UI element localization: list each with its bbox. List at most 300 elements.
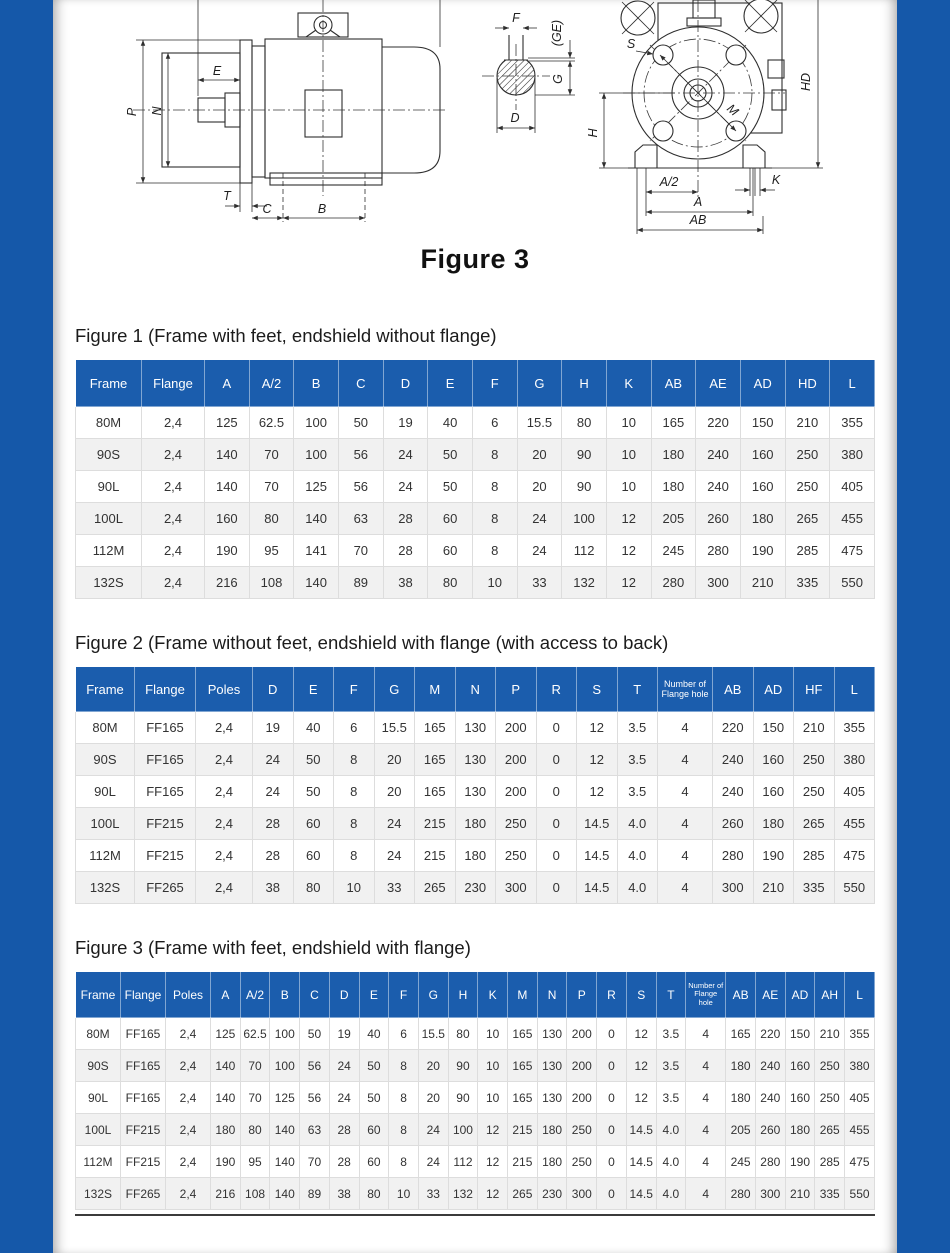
table-cell: 355 [830, 407, 875, 439]
column-header: AD [753, 667, 794, 712]
column-header: A [211, 972, 241, 1018]
table-cell: 4 [686, 1018, 726, 1050]
table-cell: 70 [338, 535, 383, 567]
table-cell: 50 [359, 1050, 389, 1082]
table-cell: 455 [845, 1114, 875, 1146]
table-cell: 10 [606, 439, 651, 471]
table-cell: 10 [478, 1082, 508, 1114]
table-cell: 24 [253, 776, 294, 808]
table-cell: FF165 [135, 712, 196, 744]
table-cell: 2,4 [196, 808, 253, 840]
table-cell: 38 [253, 872, 294, 904]
table-cell: 70 [240, 1082, 270, 1114]
table-cell: 200 [567, 1018, 597, 1050]
table-cell: 2,4 [142, 407, 205, 439]
table-cell: 20 [517, 471, 562, 503]
column-header: B [294, 360, 339, 407]
table-cell: 141 [294, 535, 339, 567]
table-cell: 2,4 [196, 712, 253, 744]
table-cell: 10 [606, 407, 651, 439]
table-row [76, 1178, 875, 1210]
table-cell: 89 [300, 1178, 330, 1210]
table-cell: 2,4 [196, 776, 253, 808]
table-cell: 405 [845, 1082, 875, 1114]
table-cell: 130 [455, 712, 496, 744]
table-cell: 140 [205, 439, 250, 471]
table-cell: 130 [455, 744, 496, 776]
dim-label-hd: HD [799, 72, 813, 92]
table-cell: 2,4 [166, 1178, 211, 1210]
column-header: Poles [166, 972, 211, 1018]
table-cell: 33 [374, 872, 415, 904]
column-header: AD [740, 360, 785, 407]
table-cell: 140 [270, 1114, 300, 1146]
table-cell: 250 [794, 776, 835, 808]
table-cell: 10 [389, 1178, 419, 1210]
table-cell: 28 [253, 808, 294, 840]
table-cell: 140 [270, 1146, 300, 1178]
column-header: AE [696, 360, 741, 407]
table-cell: 38 [329, 1178, 359, 1210]
dim-label-b: B [317, 202, 327, 216]
table-cell: 4.0 [617, 872, 658, 904]
column-header: N [537, 972, 567, 1018]
table-cell: 56 [300, 1050, 330, 1082]
table-cell: 90 [448, 1050, 478, 1082]
table-cell: 100L [76, 808, 135, 840]
table-cell: 4 [686, 1146, 726, 1178]
table-cell: 130 [537, 1050, 567, 1082]
table-cell: 112 [562, 535, 607, 567]
table-cell: 3.5 [656, 1082, 686, 1114]
table-cell: 220 [713, 712, 754, 744]
table-cell: 10 [472, 567, 517, 599]
table-cell: 24 [374, 840, 415, 872]
table-cell: 8 [334, 840, 375, 872]
column-header: P [496, 667, 537, 712]
table-cell: 180 [785, 1114, 815, 1146]
table-cell: 180 [455, 808, 496, 840]
table-cell: 250 [496, 840, 537, 872]
table-cell: 4 [658, 776, 713, 808]
column-header: G [374, 667, 415, 712]
table-cell: FF165 [121, 1050, 166, 1082]
table-cell: 2,4 [196, 872, 253, 904]
table-cell: 112 [448, 1146, 478, 1178]
column-header: L [845, 972, 875, 1018]
table-cell: 4.0 [617, 808, 658, 840]
table-cell: 90 [562, 439, 607, 471]
table-header-row [76, 667, 875, 712]
table-cell: 40 [293, 712, 334, 744]
table-cell: 28 [383, 535, 428, 567]
table-cell: 28 [329, 1146, 359, 1178]
table-cell: 24 [517, 535, 562, 567]
table-cell: 14.5 [577, 808, 618, 840]
table-cell: 265 [508, 1178, 538, 1210]
table-cell: 455 [834, 808, 875, 840]
table-cell: 50 [428, 471, 473, 503]
table-cell: 60 [359, 1146, 389, 1178]
table-cell: 63 [338, 503, 383, 535]
column-header: T [617, 667, 658, 712]
table-row [76, 808, 875, 840]
column-header: AB [651, 360, 696, 407]
table-cell: 10 [606, 471, 651, 503]
table-cell: 108 [249, 567, 294, 599]
table-cell: 14.5 [577, 872, 618, 904]
table-cell: 19 [253, 712, 294, 744]
dim-label-p: P [125, 107, 139, 117]
table-cell: 240 [696, 439, 741, 471]
table-cell: 220 [755, 1018, 785, 1050]
table-cell: 90 [448, 1082, 478, 1114]
table-cell: 240 [713, 744, 754, 776]
table-cell: 2,4 [142, 439, 205, 471]
table-cell: FF215 [135, 840, 196, 872]
table-cell: 62.5 [249, 407, 294, 439]
dim-label-e: E [212, 64, 222, 78]
side-view-drawing [125, 0, 447, 222]
table-cell: 200 [496, 712, 537, 744]
table-cell: 210 [785, 1178, 815, 1210]
table-cell: 80 [240, 1114, 270, 1146]
column-header: Frame [76, 667, 135, 712]
column-header: C [338, 360, 383, 407]
table-cell: 100 [270, 1018, 300, 1050]
dim-label-ab: AB [689, 213, 707, 227]
table-cell: 2,4 [142, 471, 205, 503]
table-cell: 90S [76, 1050, 121, 1082]
table-cell: 80 [448, 1018, 478, 1050]
table-cell: FF165 [135, 744, 196, 776]
table-cell: 12 [577, 712, 618, 744]
column-header: AH [815, 972, 845, 1018]
table-cell: 112M [76, 535, 142, 567]
table-cell: 8 [472, 471, 517, 503]
table-cell: 4 [658, 872, 713, 904]
table-cell: 265 [794, 808, 835, 840]
table-cell: 28 [383, 503, 428, 535]
table-cell: 90L [76, 1082, 121, 1114]
table-cell: FF265 [121, 1178, 166, 1210]
table-cell: 125 [270, 1082, 300, 1114]
table-row [76, 1018, 875, 1050]
table-cell: 14.5 [626, 1178, 656, 1210]
table-cell: 100 [294, 439, 339, 471]
table-cell: 190 [785, 1146, 815, 1178]
table-cell: 70 [249, 471, 294, 503]
table-cell: 132S [76, 872, 135, 904]
table-cell: 180 [740, 503, 785, 535]
column-header: Number of Flange hole [686, 972, 726, 1018]
table-cell: 3.5 [656, 1018, 686, 1050]
table-cell: 4.0 [617, 840, 658, 872]
dim-label-d: D [510, 111, 520, 125]
table-cell: 200 [496, 744, 537, 776]
table-cell: 380 [845, 1050, 875, 1082]
table-cell: 15.5 [418, 1018, 448, 1050]
table-row [76, 407, 875, 439]
table-cell: 4 [686, 1050, 726, 1082]
table-header-row [76, 972, 875, 1018]
table-cell: 4 [658, 840, 713, 872]
table-cell: 4 [658, 712, 713, 744]
table-cell: 140 [211, 1050, 241, 1082]
table-cell: 240 [696, 471, 741, 503]
table-cell: FF265 [135, 872, 196, 904]
table-cell: 100 [562, 503, 607, 535]
dim-label-k: K [771, 173, 781, 187]
table-cell: 230 [537, 1178, 567, 1210]
table-cell: 300 [755, 1178, 785, 1210]
column-header: E [359, 972, 389, 1018]
table-cell: 100 [448, 1114, 478, 1146]
table-cell: 12 [626, 1018, 656, 1050]
column-header: D [383, 360, 428, 407]
dim-label-h: H [586, 128, 600, 138]
table-cell: 280 [726, 1178, 756, 1210]
table-cell: 250 [567, 1114, 597, 1146]
table-cell: FF215 [121, 1146, 166, 1178]
table-cell: 455 [830, 503, 875, 535]
table-cell: 215 [508, 1114, 538, 1146]
table-cell: 3.5 [656, 1050, 686, 1082]
table-cell: 335 [794, 872, 835, 904]
column-header: Flange [135, 667, 196, 712]
table-cell: 90L [76, 471, 142, 503]
table-cell: 50 [293, 776, 334, 808]
table-cell: 140 [294, 503, 339, 535]
column-header: M [415, 667, 456, 712]
table-cell: 132S [76, 567, 142, 599]
table-cell: 0 [536, 776, 577, 808]
column-header: H [448, 972, 478, 1018]
column-header: M [508, 972, 538, 1018]
table-cell: 12 [478, 1146, 508, 1178]
table-row [76, 744, 875, 776]
table-cell: 4 [658, 808, 713, 840]
column-header: AD [785, 972, 815, 1018]
table-cell: 475 [845, 1146, 875, 1178]
table-cell: 160 [740, 439, 785, 471]
table-cell: 89 [338, 567, 383, 599]
table-cell: 205 [726, 1114, 756, 1146]
table-cell: 10 [478, 1050, 508, 1082]
column-header: P [567, 972, 597, 1018]
dim-label-a: A [693, 195, 703, 209]
table-cell: 200 [567, 1050, 597, 1082]
table-cell: 12 [606, 535, 651, 567]
table-cell: 2,4 [166, 1114, 211, 1146]
column-header: Flange [121, 972, 166, 1018]
table-cell: 108 [240, 1178, 270, 1210]
table-cell: 285 [785, 535, 830, 567]
table-cell: 2,4 [166, 1146, 211, 1178]
table-cell: 140 [205, 471, 250, 503]
table-cell: 300 [696, 567, 741, 599]
column-header: AE [755, 972, 785, 1018]
table-cell: 12 [626, 1082, 656, 1114]
table-cell: 70 [300, 1146, 330, 1178]
table-cell: 140 [211, 1082, 241, 1114]
table-cell: 6 [389, 1018, 419, 1050]
table-cell: 300 [496, 872, 537, 904]
table-cell: 0 [536, 712, 577, 744]
table-cell: 2,4 [142, 535, 205, 567]
table-cell: 250 [815, 1082, 845, 1114]
table-cell: 24 [418, 1146, 448, 1178]
table-cell: 300 [713, 872, 754, 904]
table-cell: 100L [76, 503, 142, 535]
table-cell: 12 [577, 776, 618, 808]
table-cell: 240 [713, 776, 754, 808]
table-cell: 6 [472, 407, 517, 439]
column-header: D [253, 667, 294, 712]
table-cell: 8 [334, 776, 375, 808]
table-cell: 125 [211, 1018, 241, 1050]
table-cell: 260 [755, 1114, 785, 1146]
table-cell: 15.5 [374, 712, 415, 744]
table-cell: 0 [597, 1018, 627, 1050]
figure1-dimensions-table [75, 359, 875, 599]
table-cell: 240 [755, 1082, 785, 1114]
table-cell: 8 [472, 535, 517, 567]
table-cell: 160 [785, 1050, 815, 1082]
table-cell: 28 [329, 1114, 359, 1146]
table-cell: 190 [205, 535, 250, 567]
table-row [76, 1146, 875, 1178]
table-cell: 180 [651, 439, 696, 471]
table-cell: 90L [76, 776, 135, 808]
table-cell: 3.5 [617, 712, 658, 744]
column-header: Poles [196, 667, 253, 712]
table-cell: 60 [428, 535, 473, 567]
table-cell: 215 [508, 1146, 538, 1178]
table-cell: 132S [76, 1178, 121, 1210]
table-cell: 62.5 [240, 1018, 270, 1050]
table-cell: 215 [415, 808, 456, 840]
page-side-border-left [0, 0, 53, 1253]
table-cell: 8 [389, 1082, 419, 1114]
table-cell: 165 [415, 744, 456, 776]
section-divider [75, 1214, 875, 1216]
page-content [53, 0, 897, 1253]
column-header: C [300, 972, 330, 1018]
table-cell: 125 [294, 471, 339, 503]
table-cell: 285 [815, 1146, 845, 1178]
table-cell: 160 [740, 471, 785, 503]
table2-title: Figure 2 (Frame without feet, endshield with flange (with access to back) [75, 632, 669, 653]
table-cell: 2,4 [142, 567, 205, 599]
table-cell: 250 [794, 744, 835, 776]
table-cell: 38 [383, 567, 428, 599]
table-cell: 160 [785, 1082, 815, 1114]
table-cell: 90 [562, 471, 607, 503]
table-cell: 24 [517, 503, 562, 535]
dim-label-c: C [262, 202, 272, 216]
table-row [76, 503, 875, 535]
table-cell: 2,4 [166, 1082, 211, 1114]
column-header: AB [713, 667, 754, 712]
figure3-dimensions-table [75, 971, 875, 1210]
table-cell: 100L [76, 1114, 121, 1146]
table-cell: 100 [270, 1050, 300, 1082]
table-cell: 19 [329, 1018, 359, 1050]
column-header: R [597, 972, 627, 1018]
column-header: T [656, 972, 686, 1018]
table-cell: 20 [418, 1050, 448, 1082]
column-header: A/2 [249, 360, 294, 407]
table-cell: 50 [300, 1018, 330, 1050]
table-cell: 24 [418, 1114, 448, 1146]
table-cell: 210 [753, 872, 794, 904]
table-cell: 180 [726, 1050, 756, 1082]
table-cell: 0 [597, 1114, 627, 1146]
table-cell: 200 [496, 776, 537, 808]
table-cell: 265 [785, 503, 830, 535]
table-cell: 24 [253, 744, 294, 776]
dim-label-ge: (GE) [550, 19, 564, 47]
table-cell: 250 [785, 439, 830, 471]
table-cell: 4.0 [656, 1146, 686, 1178]
table-cell: 180 [537, 1146, 567, 1178]
table1-title: Figure 1 (Frame with feet, endshield without flange) [75, 325, 497, 346]
table-cell: 14.5 [577, 840, 618, 872]
table-cell: 180 [211, 1114, 241, 1146]
dim-label-m: M [724, 101, 742, 119]
table-cell: 80 [359, 1178, 389, 1210]
table-cell: 12 [478, 1114, 508, 1146]
table-cell: 8 [472, 503, 517, 535]
table-cell: 20 [374, 776, 415, 808]
table-cell: 160 [753, 744, 794, 776]
table-row [76, 1050, 875, 1082]
table-cell: 210 [740, 567, 785, 599]
table-cell: 0 [597, 1050, 627, 1082]
dim-label-s: S [626, 37, 636, 51]
table-cell: 550 [845, 1178, 875, 1210]
table-cell: 265 [815, 1114, 845, 1146]
table-row [76, 439, 875, 471]
table-header-row [76, 360, 875, 407]
table-cell: 405 [834, 776, 875, 808]
front-view-drawing [586, 0, 823, 234]
table-cell: 8 [389, 1114, 419, 1146]
table-cell: 8 [389, 1146, 419, 1178]
table-cell: 6 [334, 712, 375, 744]
table-cell: 550 [830, 567, 875, 599]
table-cell: 0 [597, 1082, 627, 1114]
table-cell: 60 [293, 840, 334, 872]
table-cell: 0 [536, 840, 577, 872]
table-cell: 180 [753, 808, 794, 840]
table-cell: 80 [293, 872, 334, 904]
table-cell: 475 [830, 535, 875, 567]
table-cell: 50 [338, 407, 383, 439]
table-cell: 80M [76, 712, 135, 744]
table-cell: 8 [389, 1050, 419, 1082]
table-cell: 2,4 [196, 744, 253, 776]
table-cell: 165 [415, 712, 456, 744]
column-header: Frame [76, 360, 142, 407]
table-cell: 130 [537, 1018, 567, 1050]
table3-title: Figure 3 (Frame with feet, endshield with flange) [75, 937, 471, 958]
dim-label-g: G [551, 74, 565, 84]
table-cell: 60 [293, 808, 334, 840]
table-cell: 24 [329, 1082, 359, 1114]
table-cell: 50 [428, 439, 473, 471]
